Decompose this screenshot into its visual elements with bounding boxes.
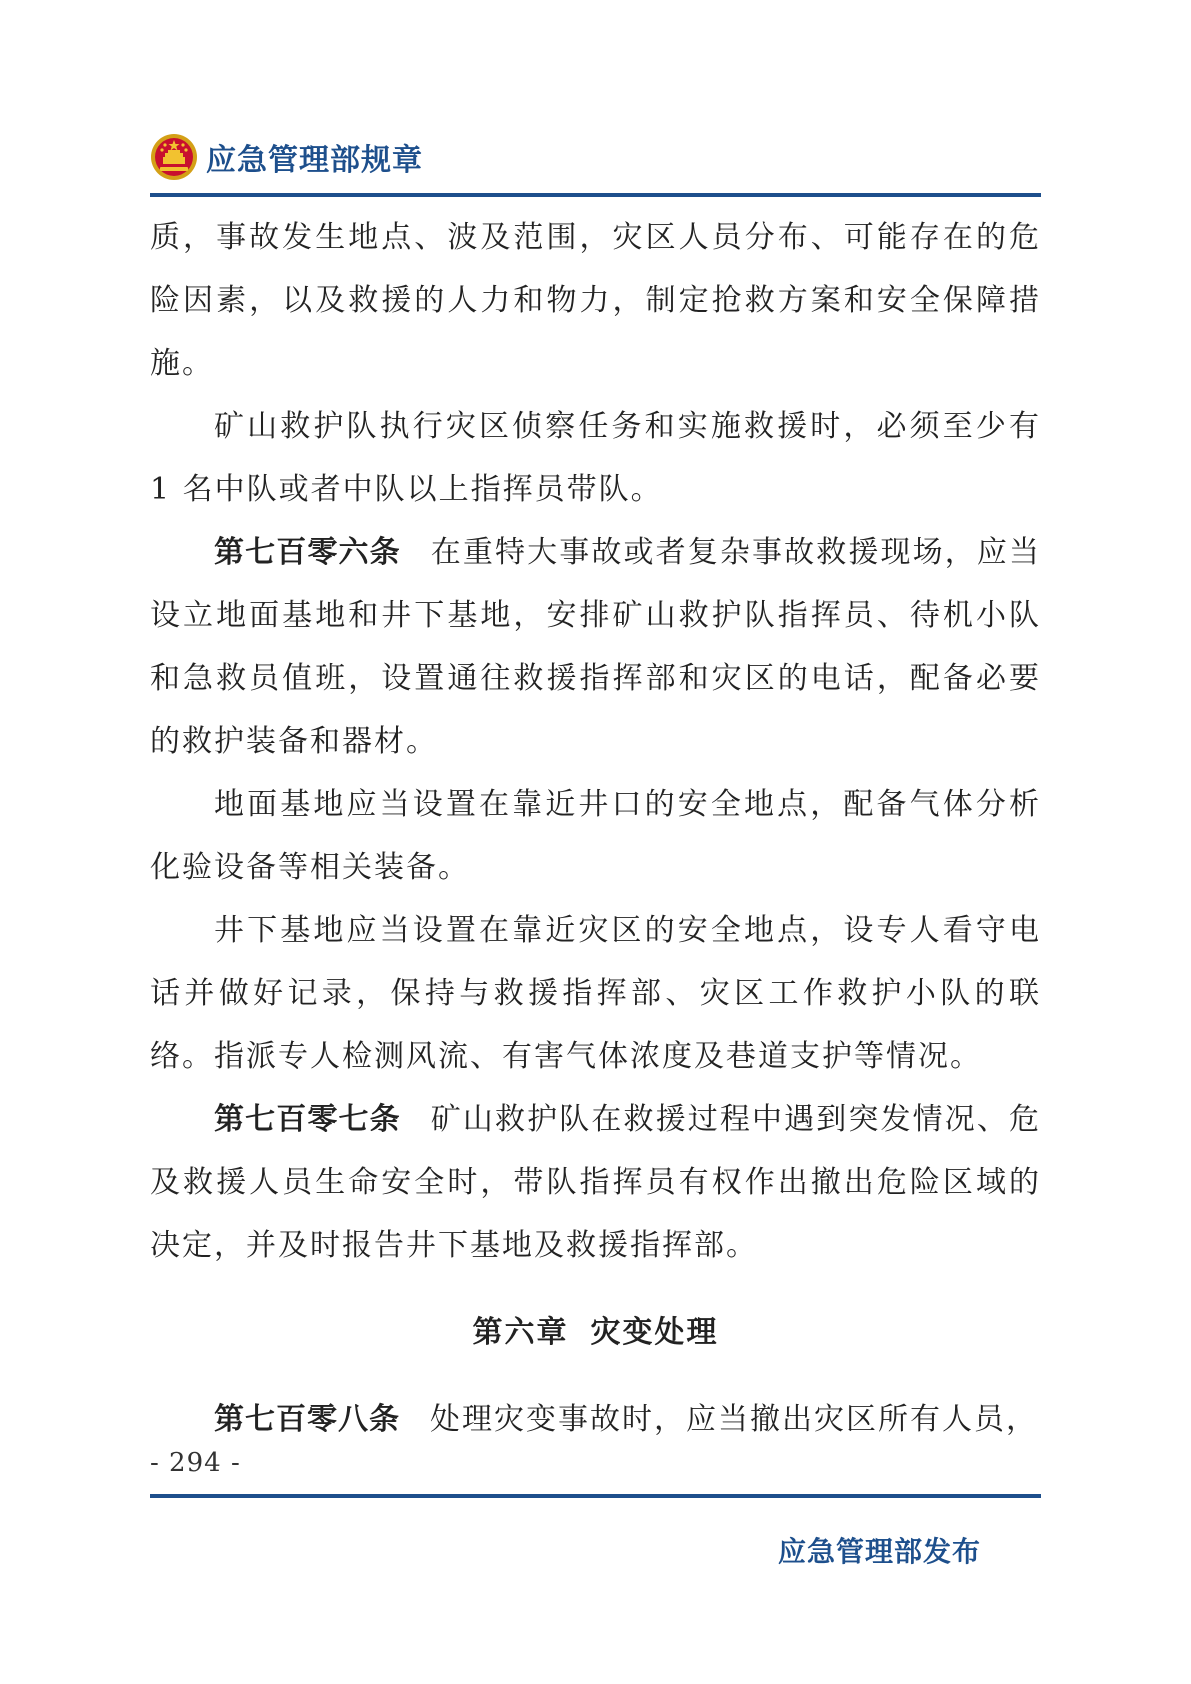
paragraph-continued: 质，事故发生地点、波及范围，灾区人员分布、可能存在的危险因素，以及救援的人力和物力，制定抢救方案和安全保障措施。 — [150, 220, 1041, 381]
footer-divider — [150, 1494, 1041, 1498]
footer-publisher: 应急管理部发布 — [778, 1535, 982, 1568]
chapter-title: 灾变处理 — [590, 1315, 719, 1350]
article-707 — [150, 1088, 1041, 1277]
chapter-heading — [150, 1301, 1041, 1364]
paragraph: 矿山救护队执行灾区侦察任务和实施救援时，必须至少有 1 名中队或者中队以上指挥员带队。 — [150, 409, 1041, 507]
paragraph: 地面基地应当设置在靠近井口的安全地点，配备气体分析化验设备等相关装备。 — [150, 787, 1041, 885]
chapter-number: 第六章 — [472, 1315, 569, 1350]
article-number: 第七百零七条 — [214, 1102, 401, 1137]
article-708 — [150, 1388, 1041, 1451]
article-text: 矿山救护队在救援过程中遇到突发情况、危及救援人员生命安全时，带队指挥员有权作出撤出危险区域的决定，并及时报告井下基地及救援指挥部。 — [150, 1102, 1041, 1263]
national-emblem-icon — [150, 133, 198, 181]
article-number: 第七百零八条 — [214, 1402, 400, 1437]
page-number: - 294 - — [150, 1448, 241, 1478]
page-header — [150, 128, 423, 186]
article-number: 第七百零六条 — [214, 535, 401, 570]
article-706 — [150, 521, 1041, 773]
document-body — [150, 206, 1041, 1451]
header-title: 应急管理部规章 — [206, 143, 423, 178]
article-text: 在重特大事故或者复杂事故救援现场，应当设立地面基地和井下基地，安排矿山救护队指挥员、待机小队和急救员值班，设置通往救援指挥部和灾区的电话，配备必要的救护装备和器材。 — [150, 535, 1041, 759]
paragraph: 井下基地应当设置在靠近灾区的安全地点，设专人看守电话并做好记录，保持与救援指挥部、灾区工作救护小队的联络。指派专人检测风流、有害气体浓度及巷道支护等情况。 — [150, 913, 1041, 1074]
article-text: 处理灾变事故时，应当撤出灾区所有人员， — [430, 1402, 1038, 1437]
header-divider — [150, 193, 1041, 197]
